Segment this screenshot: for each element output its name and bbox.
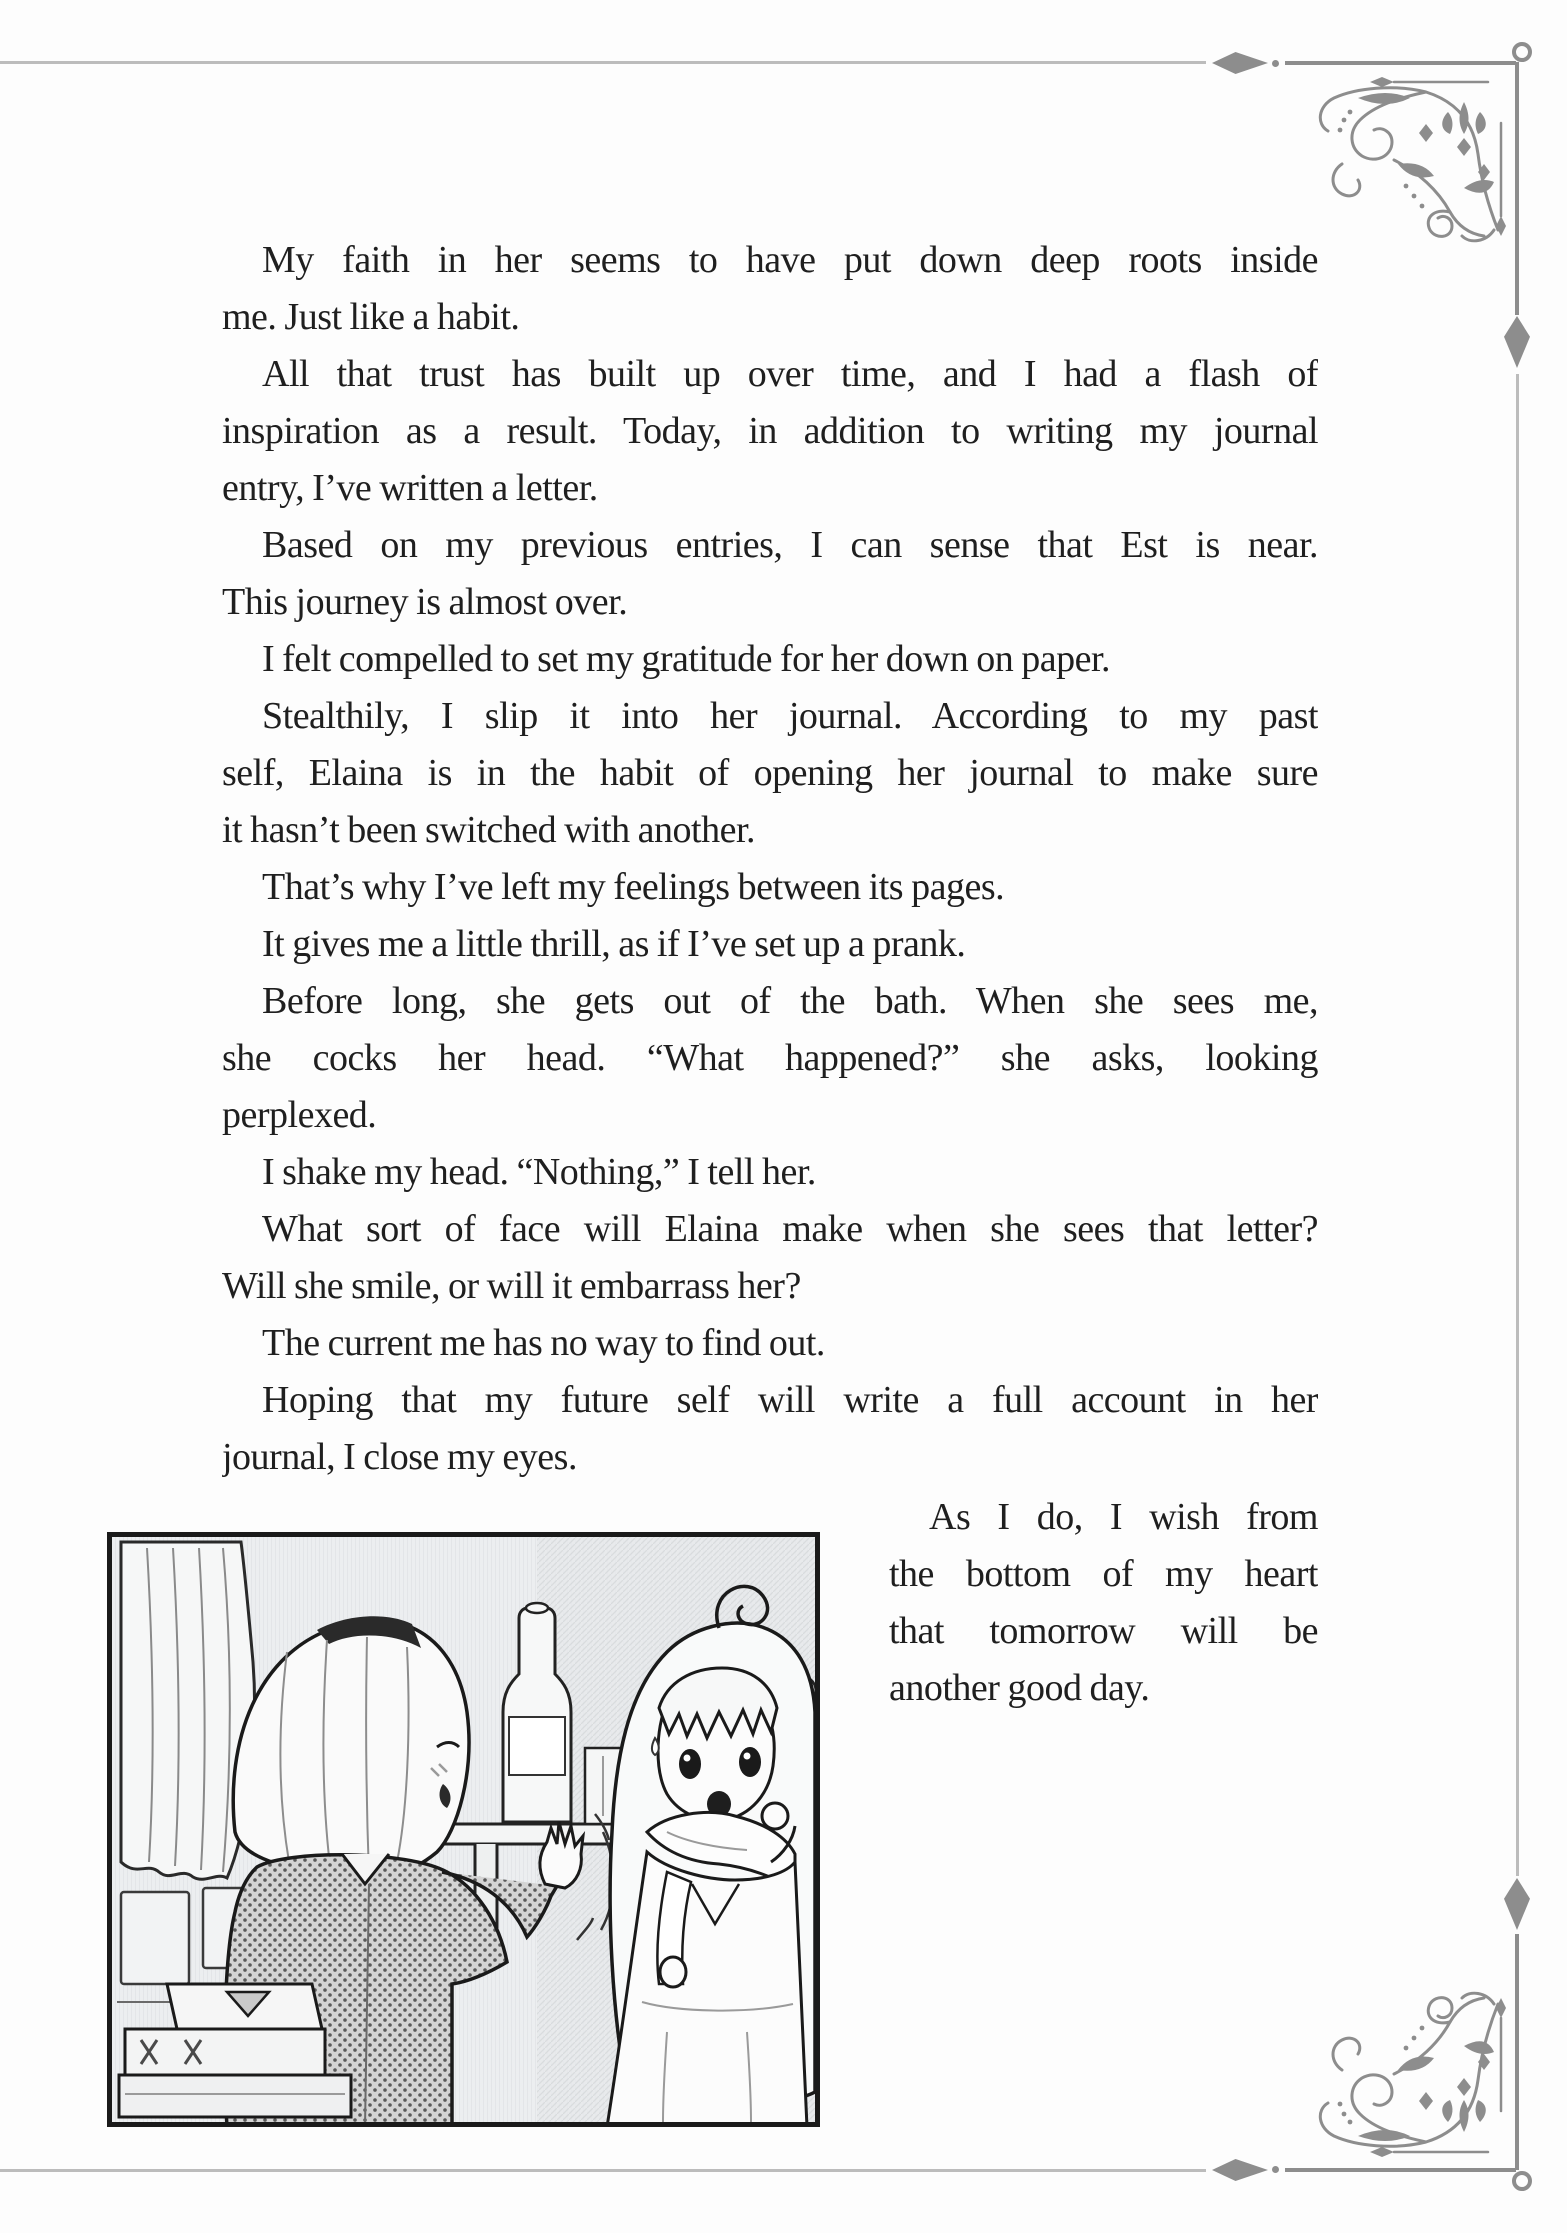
- text-line: self, Elaina is in the habit of opening her journal to make sure: [222, 752, 1318, 794]
- body-text: [222, 232, 1318, 1486]
- text-line: the bottom of my heart: [889, 1553, 1318, 1595]
- right-border-light: [1516, 374, 1519, 1876]
- text-line: journal, I close my eyes.: [222, 1436, 577, 1478]
- text-line: My faith in her seems to have put down deep roots inside: [262, 239, 1318, 281]
- top-right-corner-flourish-icon: [1298, 68, 1510, 246]
- bottom-rule-diamond-icon: [1212, 2158, 1268, 2182]
- text-line: I shake my head. “Nothing,” I tell her.: [262, 1151, 816, 1193]
- right-border-diamond-bottom-icon: [1504, 1878, 1530, 1930]
- text-line: that tomorrow will be: [889, 1610, 1318, 1652]
- text-line: What sort of face will Elaina make when she sees that letter?: [262, 1208, 1318, 1250]
- manga-illustration: [107, 1532, 820, 2127]
- text-line: she cocks her head. “What happened?” she asks, looking: [222, 1037, 1318, 1079]
- text-line: Hoping that my future self will write a full account in her: [262, 1379, 1318, 1421]
- text-line: Before long, she gets out of the bath. When she sees me,: [262, 980, 1318, 1022]
- bottom-rule-light: [0, 2169, 1206, 2172]
- text-line: That’s why I’ve left my feelings between its pages.: [262, 866, 1005, 908]
- text-line: inspiration as a result. Today, in addition to writing my journal: [222, 410, 1318, 452]
- text-line: another good day.: [889, 1667, 1150, 1709]
- right-border-diamond-top-icon: [1504, 316, 1530, 368]
- text-line: All that trust has built up over time, and I had a flash of: [262, 353, 1318, 395]
- text-line: I felt compelled to set my gratitude for her down on paper.: [262, 638, 1111, 680]
- aside-text: [889, 1489, 1318, 1717]
- text-line: Based on my previous entries, I can sense that Est is near.: [262, 524, 1318, 566]
- text-line: Will she smile, or will it embarrass her?: [222, 1265, 801, 1307]
- top-corner-loop-icon: [1512, 42, 1532, 62]
- top-rule-dark: [1285, 61, 1516, 65]
- right-border-dark-top: [1515, 62, 1519, 315]
- text-line: As I do, I wish from: [929, 1496, 1318, 1538]
- bottom-rule-dark: [1285, 2168, 1516, 2172]
- text-line: This journey is almost over.: [222, 581, 628, 623]
- text-line: me. Just like a habit.: [222, 296, 520, 338]
- text-line: It gives me a little thrill, as if I’ve set up a prank.: [262, 923, 966, 965]
- top-rule-light: [0, 61, 1206, 64]
- bottom-rule-dot-icon: [1272, 2166, 1279, 2173]
- top-rule-diamond-icon: [1212, 51, 1268, 75]
- text-line: Stealthily, I slip it into her journal. According to my past: [262, 695, 1318, 737]
- text-line: entry, I’ve written a letter.: [222, 467, 598, 509]
- right-border-dark-bottom: [1515, 1934, 1519, 2170]
- bottom-corner-loop-icon: [1512, 2171, 1532, 2191]
- text-line: it hasn’t been switched with another.: [222, 809, 756, 851]
- manga-illustration-art: [107, 1532, 820, 2127]
- text-line: The current me has no way to find out.: [262, 1322, 825, 1364]
- bottom-right-corner-flourish-icon: [1298, 1988, 1510, 2166]
- text-line: perplexed.: [222, 1094, 377, 1136]
- top-rule-dot-icon: [1272, 60, 1279, 67]
